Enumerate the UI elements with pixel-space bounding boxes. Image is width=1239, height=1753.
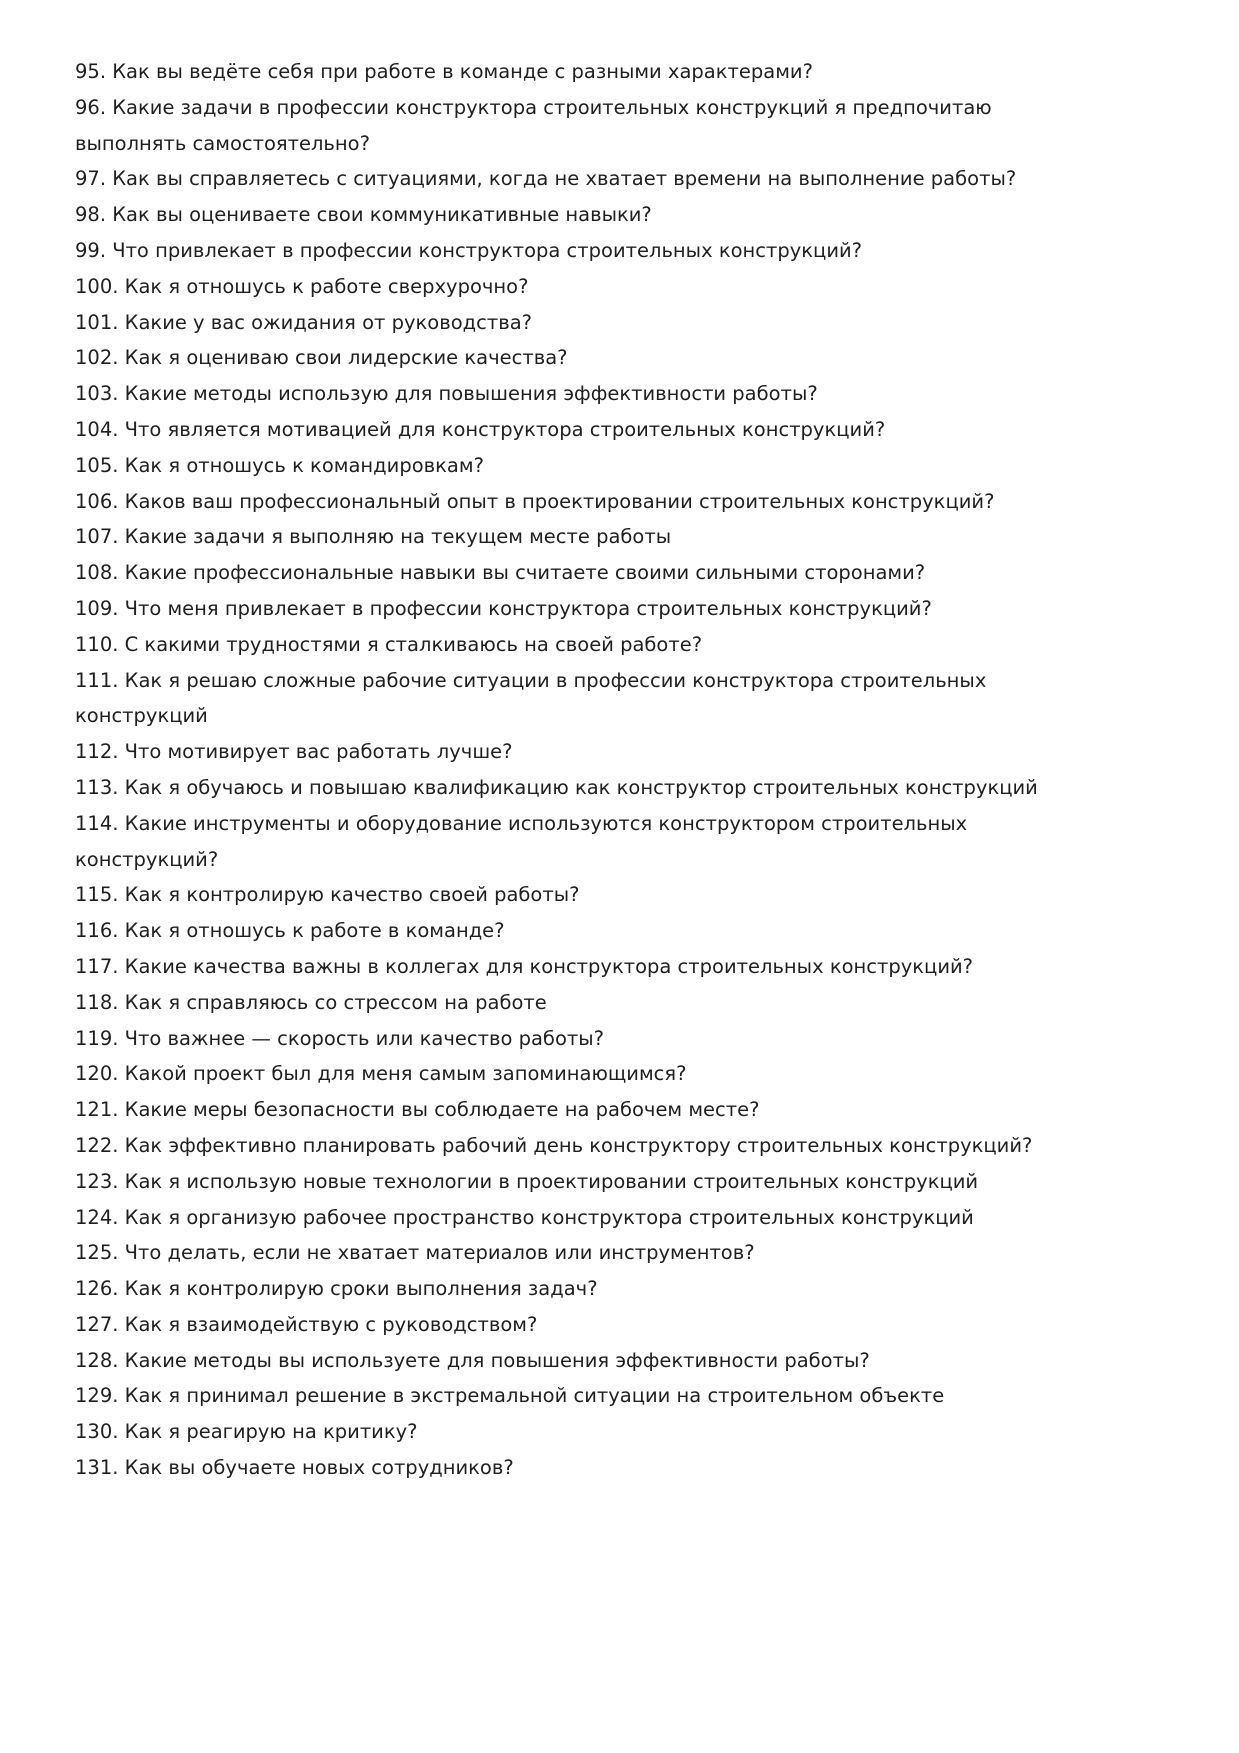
question-text-line: 97. Как вы справляетесь с ситуациями, когда не хватает времени на выполнение работы? — [75, 167, 1017, 191]
question-text-line: 131. Как вы обучаете новых сотрудников? — [75, 1456, 514, 1480]
question-text-line: выполнять самостоятельно? — [75, 131, 370, 155]
question-text-line: 111. Как я решаю сложные рабочие ситуации в профессии конструктора строительных — [75, 668, 987, 692]
question-text-line: 99. Что привлекает в профессии конструктора строительных конструкций? — [75, 238, 863, 262]
question-text-line: 121. Какие меры безопасности вы соблюдаете на рабочем месте? — [75, 1098, 760, 1122]
question-text-line: 127. Как я взаимодействую с руководством? — [75, 1312, 538, 1336]
question-item — [75, 1235, 1175, 1271]
question-text-line: 129. Как я принимал решение в экстремальной ситуации на строительном объекте — [75, 1384, 945, 1408]
question-item — [75, 1092, 1175, 1128]
question-item — [75, 806, 1175, 878]
question-text-line: конструкций — [75, 704, 208, 728]
question-item — [75, 412, 1175, 448]
question-text-line: 95. Как вы ведёте себя при работе в команде с разными характерами? — [75, 60, 813, 83]
question-text-line: 103. Какие методы использую для повышения эффективности работы? — [75, 382, 818, 406]
question-text-line: 118. Как я справляюсь со стрессом на работе — [75, 990, 547, 1014]
question-item — [75, 1343, 1175, 1379]
question-item — [75, 340, 1175, 376]
question-text-line: 109. Что меня привлекает в профессии конструктора строительных конструкций? — [75, 596, 932, 620]
question-text-line: 104. Что является мотивацией для конструктора строительных конструкций? — [75, 417, 886, 441]
question-text-line: 113. Как я обучаюсь и повышаю квалификацию как конструктор строительных конструкций — [75, 775, 1038, 799]
question-text-line: 119. Что важнее — скорость или качество работы? — [75, 1026, 604, 1050]
question-item — [75, 591, 1175, 627]
question-text-line: 102. Как я оцениваю свои лидерские качества? — [75, 346, 568, 370]
question-item — [75, 555, 1175, 591]
question-text-line: 120. Какой проект был для меня самым запоминающимся? — [75, 1062, 687, 1086]
question-text-line: 112. Что мотивирует вас работать лучше? — [75, 740, 513, 764]
question-item — [75, 1200, 1175, 1236]
question-item — [75, 949, 1175, 985]
question-text-line: 106. Каков ваш профессиональный опыт в проектировании строительных конструкций? — [75, 489, 995, 513]
question-item — [75, 54, 1175, 90]
question-text-line: 100. Как я отношусь к работе сверхурочно? — [75, 274, 529, 298]
question-item — [75, 197, 1175, 233]
question-text-line: 124. Как я организую рабочее пространство конструктора строительных конструкций — [75, 1205, 974, 1229]
question-item — [75, 448, 1175, 484]
question-item — [75, 233, 1175, 269]
question-text-line: 126. Как я контролирую сроки выполнения задач? — [75, 1277, 598, 1301]
question-item — [75, 1021, 1175, 1057]
question-text-line: 101. Какие у вас ожидания от руководства? — [75, 310, 533, 334]
question-item — [75, 1378, 1175, 1414]
question-item — [75, 877, 1175, 913]
question-text-line: 123. Как я использую новые технологии в проектировании строительных конструкций — [75, 1169, 979, 1193]
question-item — [75, 376, 1175, 412]
question-text-line: 115. Как я контролирую качество своей работы? — [75, 883, 580, 907]
question-text-line: 108. Какие профессиональные навыки вы считаете своими сильными сторонами? — [75, 561, 926, 585]
question-item — [75, 484, 1175, 520]
question-text-line: 125. Что делать, если не хватает материалов или инструментов? — [75, 1241, 755, 1265]
question-text-line: 98. Как вы оцениваете свои коммуникативные навыки? — [75, 203, 652, 227]
question-item — [75, 269, 1175, 305]
question-item — [75, 1128, 1175, 1164]
question-item — [75, 913, 1175, 949]
question-item — [75, 734, 1175, 770]
question-item — [75, 519, 1175, 555]
question-text-line: 107. Какие задачи я выполняю на текущем месте работы — [75, 525, 672, 549]
question-text-line: 105. Как я отношусь к командировкам? — [75, 453, 484, 477]
question-list — [75, 54, 1175, 1486]
question-text-line: 122. Как эффективно планировать рабочий день конструктору строительных конструкций? — [75, 1133, 1033, 1157]
question-text-line: 130. Как я реагирую на критику? — [75, 1420, 418, 1444]
question-item — [75, 1450, 1175, 1486]
question-item — [75, 305, 1175, 341]
question-text-line: 114. Какие инструменты и оборудование используются конструктором строительных — [75, 811, 968, 835]
question-item — [75, 770, 1175, 806]
question-item — [75, 627, 1175, 663]
question-item — [75, 985, 1175, 1021]
question-item — [75, 1414, 1175, 1450]
question-item — [75, 1271, 1175, 1307]
question-item — [75, 663, 1175, 735]
question-text-line: 117. Какие качества важны в коллегах для конструктора строительных конструкций? — [75, 954, 974, 978]
question-text-line: 128. Какие методы вы используете для повышения эффективности работы? — [75, 1348, 870, 1372]
question-text-line: 110. С какими трудностями я сталкиваюсь на своей работе? — [75, 632, 703, 656]
question-text-line: 116. Как я отношусь к работе в команде? — [75, 919, 505, 943]
question-item — [75, 90, 1175, 162]
question-item — [75, 1164, 1175, 1200]
question-text-line: 96. Какие задачи в профессии конструктора строительных конструкций я предпочитаю — [75, 95, 992, 119]
question-item — [75, 161, 1175, 197]
question-text-line: конструкций? — [75, 847, 219, 871]
question-item — [75, 1307, 1175, 1343]
question-item — [75, 1056, 1175, 1092]
